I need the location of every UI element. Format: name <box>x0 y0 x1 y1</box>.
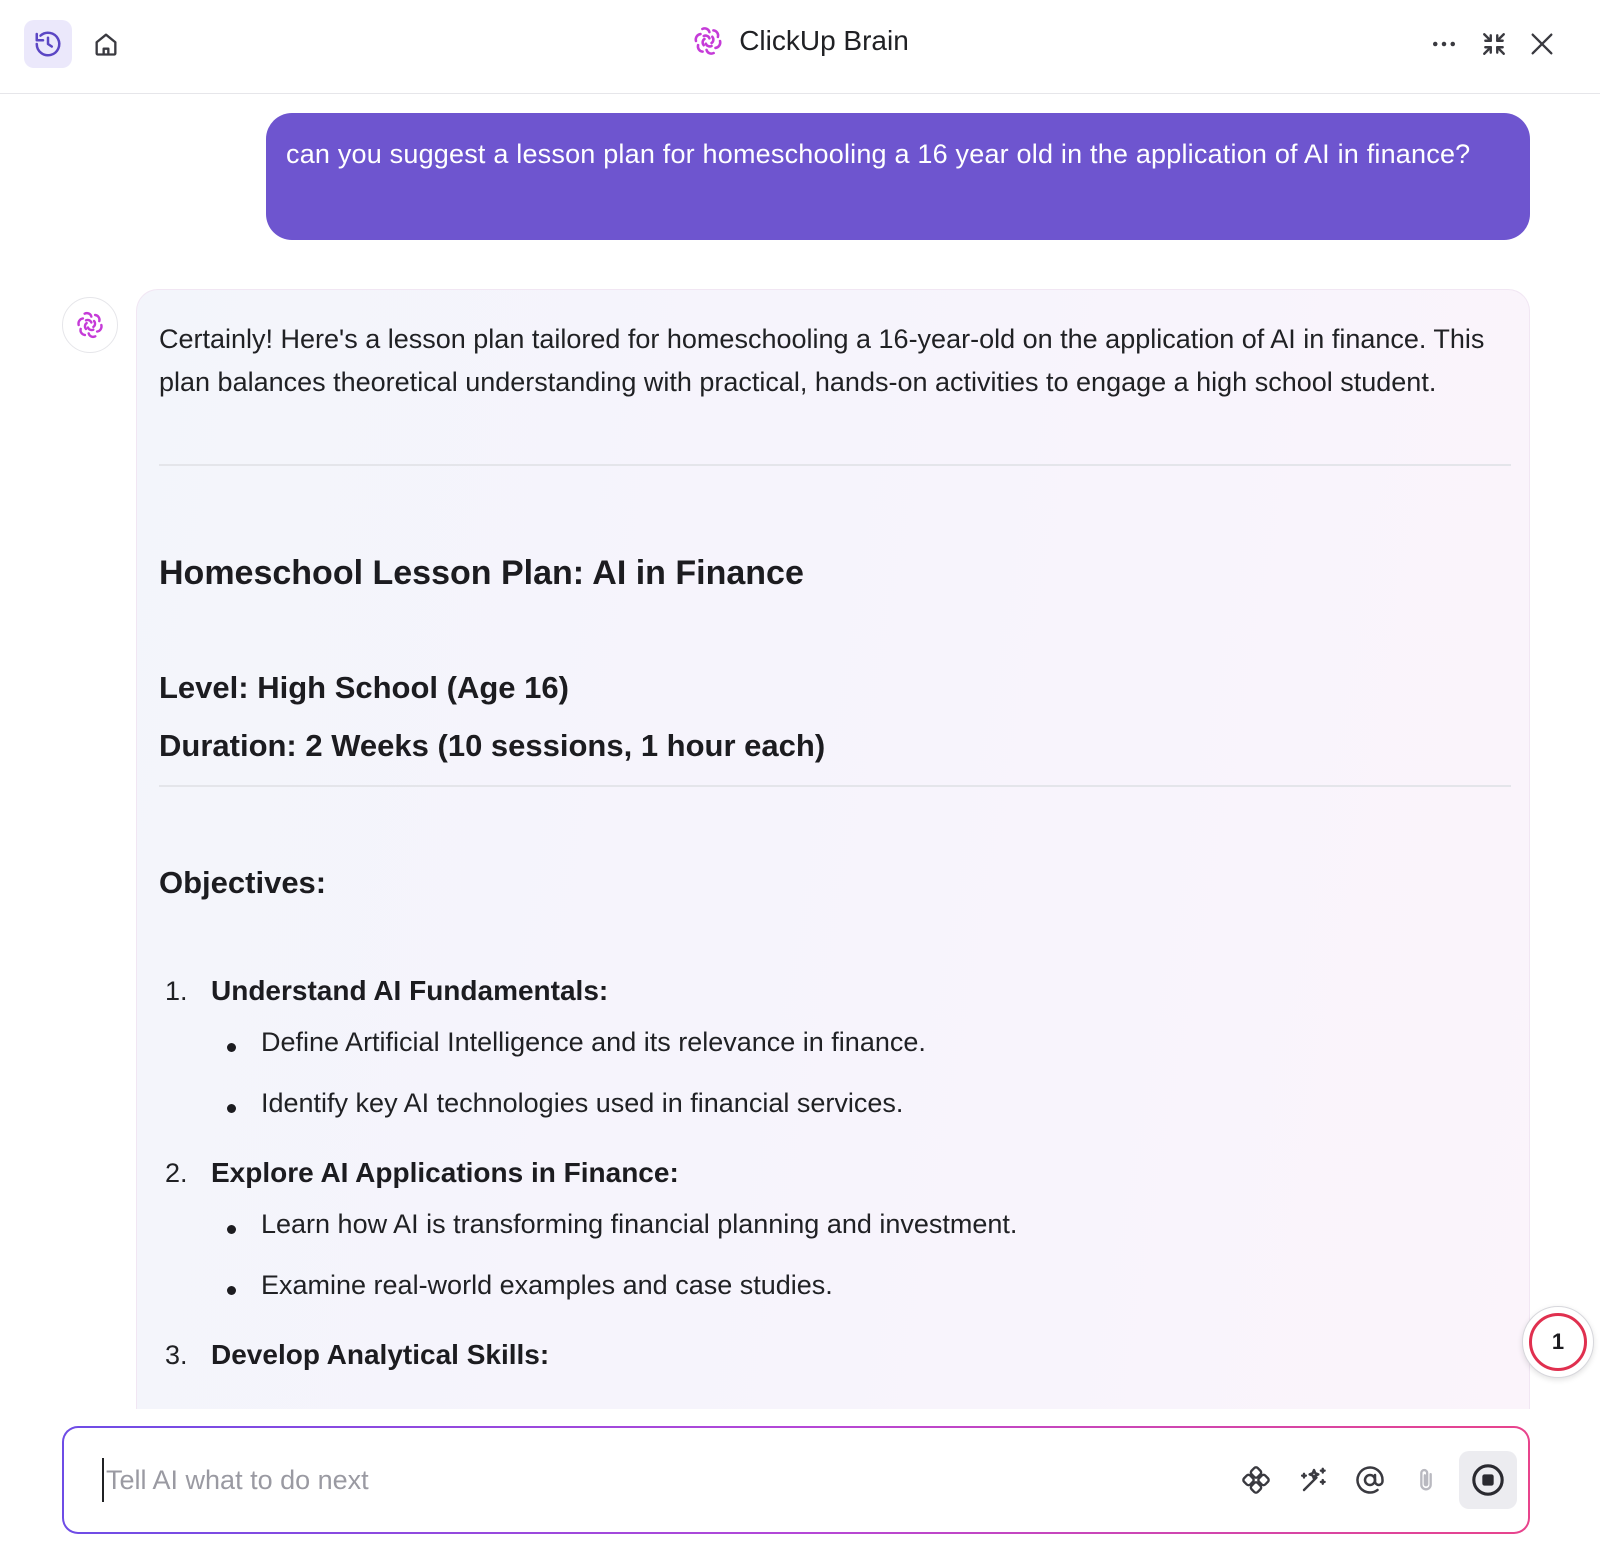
close-button[interactable] <box>1518 20 1566 68</box>
objective-title: Understand AI Fundamentals: <box>211 975 609 1006</box>
user-message: can you suggest a lesson plan for homeschooling a 16 year old in the application of AI in finance? <box>266 113 1530 240</box>
collapse-icon <box>1481 31 1507 57</box>
notification-badge-button[interactable] <box>1522 1306 1594 1378</box>
app-title: ClickUp Brain <box>739 25 909 56</box>
brain-logo-icon <box>74 309 106 341</box>
connect-button[interactable] <box>1232 1456 1280 1504</box>
stop-icon <box>1471 1463 1505 1497</box>
plan-title: Homeschool Lesson Plan: AI in Finance <box>159 554 804 592</box>
plan-level: Level: High School (Age 16) <box>159 670 569 705</box>
list-number: 1. <box>165 976 188 1006</box>
bullet <box>227 1104 236 1113</box>
connect-icon <box>1241 1465 1271 1495</box>
bullet <box>227 1043 236 1052</box>
sparkle-icon <box>1299 1465 1329 1495</box>
list-item: Define Artificial Intelligence and its relevance in finance. <box>261 1027 926 1057</box>
list-number: 2. <box>165 1158 188 1188</box>
ai-response <box>136 289 1530 1409</box>
window-title <box>0 24 1600 58</box>
at-icon <box>1355 1465 1385 1495</box>
attach-button[interactable] <box>1402 1456 1450 1504</box>
header <box>0 0 1600 94</box>
prompt-input[interactable] <box>102 1458 1162 1502</box>
plan-duration: Duration: 2 Weeks (10 sessions, 1 hour each) <box>159 728 826 763</box>
close-icon <box>1528 30 1556 58</box>
collapse-button[interactable] <box>1470 20 1518 68</box>
prompt-box <box>62 1426 1530 1534</box>
list-item: Learn how AI is transforming financial planning and investment. <box>261 1209 1018 1239</box>
ai-avatar <box>62 297 118 353</box>
stop-generating-button[interactable] <box>1459 1451 1517 1509</box>
mention-button[interactable] <box>1346 1456 1394 1504</box>
bullet <box>227 1286 236 1295</box>
list-item: Identify key AI technologies used in financial services. <box>261 1088 904 1118</box>
list-item: Examine real-world examples and case studies. <box>261 1270 833 1300</box>
brain-logo-icon <box>691 24 725 58</box>
objective-title: Develop Analytical Skills: <box>211 1339 550 1370</box>
objective-title: Explore AI Applications in Finance: <box>211 1157 679 1188</box>
more-icon <box>1429 29 1459 59</box>
notification-count: 1 <box>1529 1313 1587 1371</box>
list-number: 3. <box>165 1340 188 1370</box>
divider <box>159 464 1511 466</box>
more-options-button[interactable] <box>1420 20 1468 68</box>
objectives-heading: Objectives: <box>159 865 327 900</box>
paperclip-icon <box>1412 1466 1440 1494</box>
ai-intro-text: Certainly! Here's a lesson plan tailored for homeschooling a 16-year-old on the application of AI in finance. This plan balances theoretical understanding with practical, hands-on activities to engage a high school student. <box>159 324 1485 397</box>
ai-magic-button[interactable] <box>1290 1456 1338 1504</box>
divider <box>159 785 1511 787</box>
bullet <box>227 1225 236 1234</box>
